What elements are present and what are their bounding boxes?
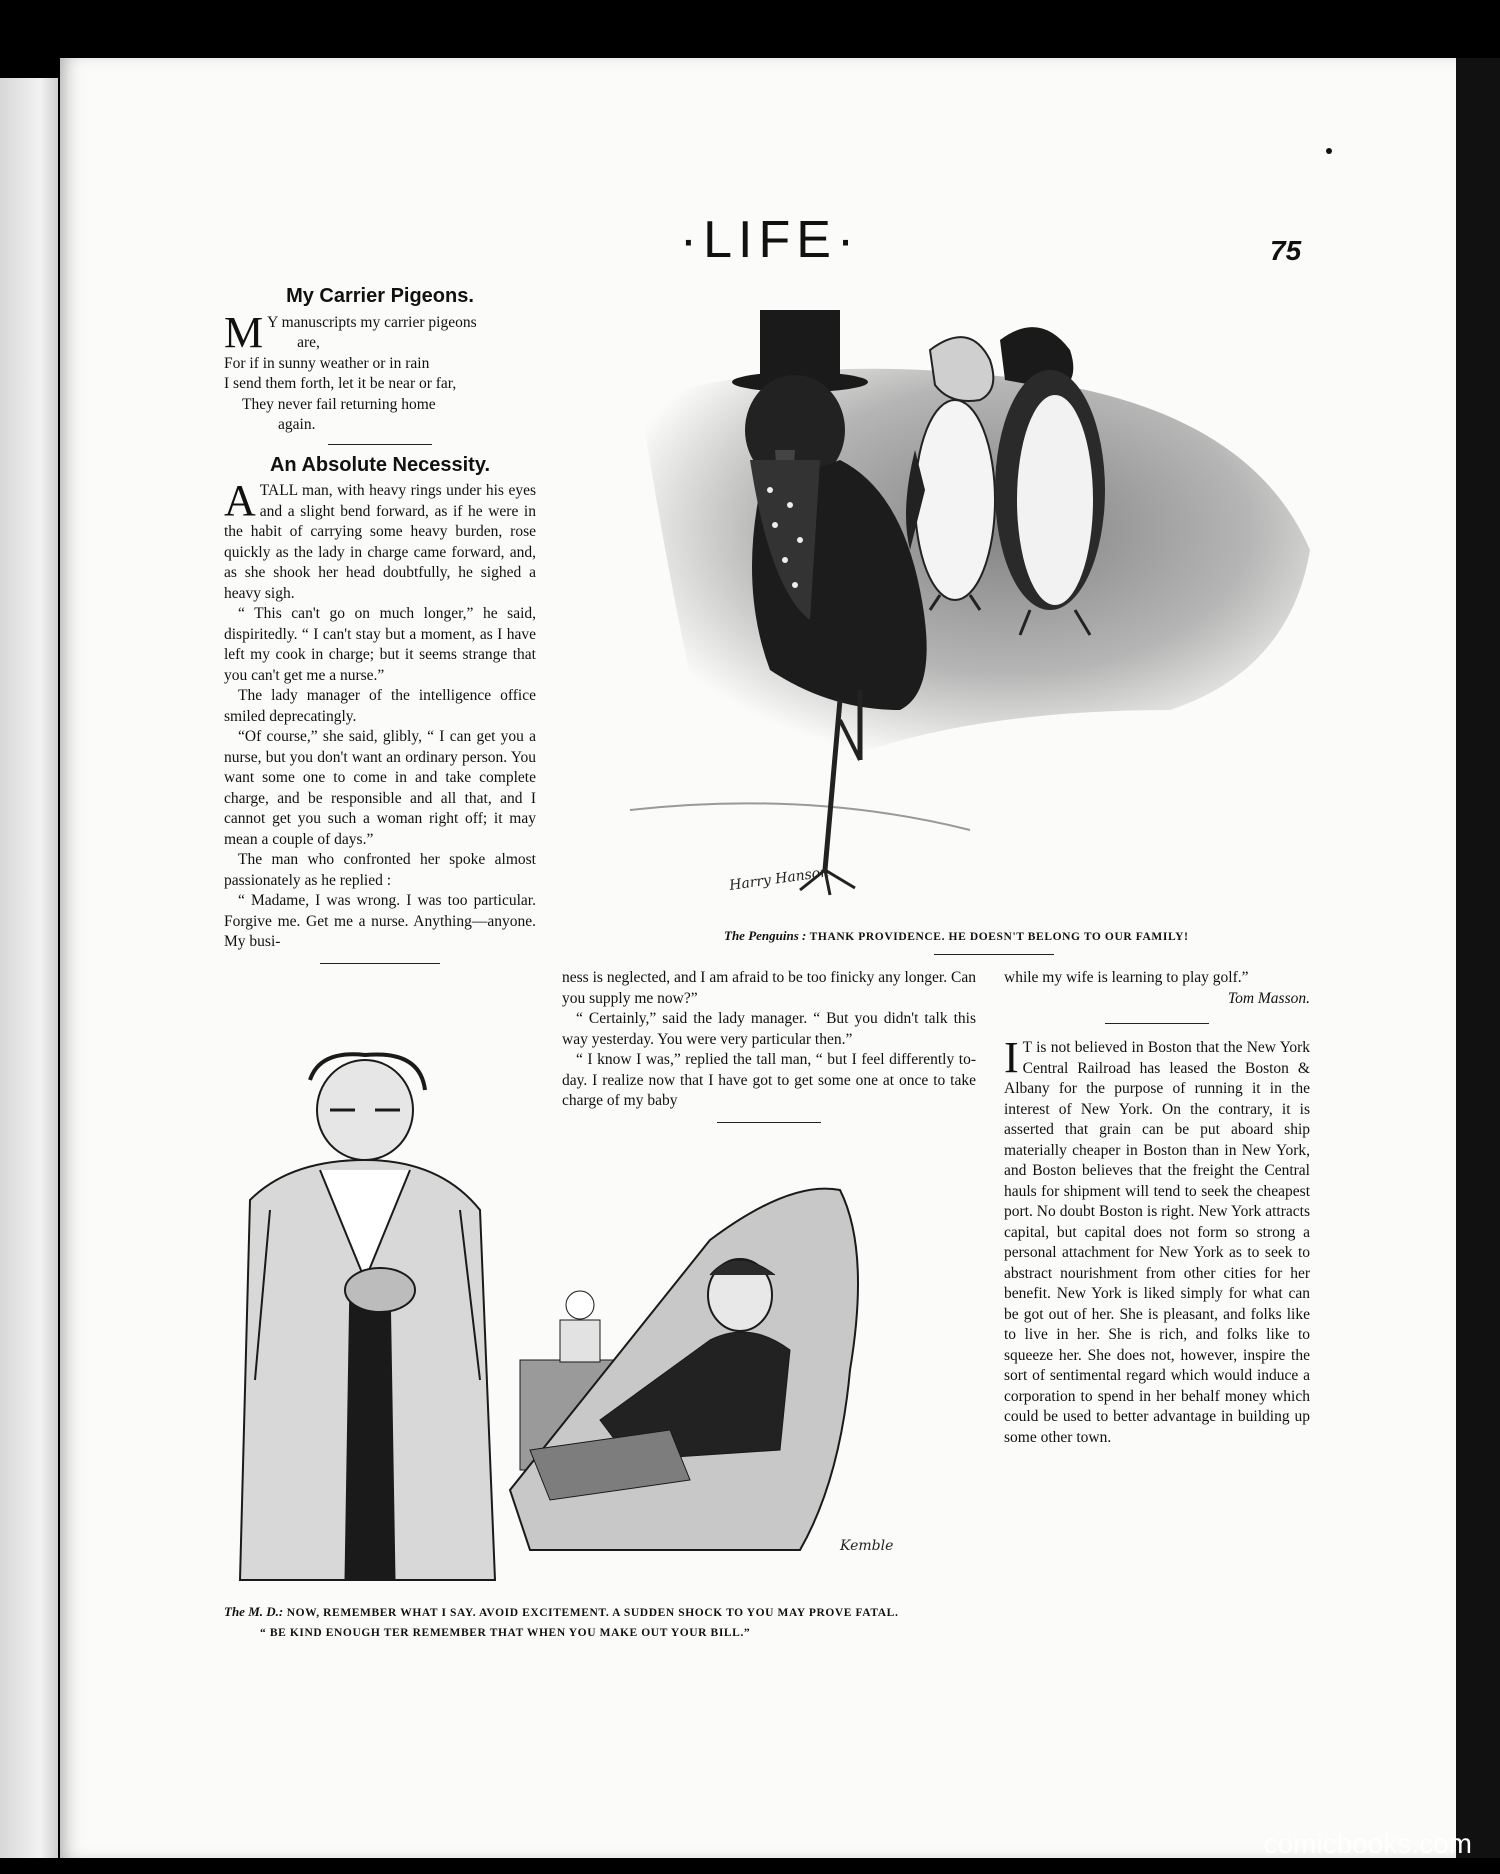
facing-page-edge [0, 78, 58, 1858]
caption-speaker: The M. D.: [224, 1604, 284, 1619]
penguins-caption [724, 928, 1244, 944]
article-paragraph: “ This can't go on much longer,” he said, dispiritedly. “ I can't stay but a moment, as I have left my cook in charge; but it seems strange that you can't get me a nurse.” [224, 605, 536, 684]
caption-speaker: The Penguins : [724, 928, 807, 943]
doctor-illustration [150, 1050, 980, 1590]
penguins-illustration [610, 290, 1330, 910]
poem-line: again. [278, 416, 316, 433]
doctor-caption [224, 1602, 994, 1643]
article-title: An Absolute Necessity. [269, 453, 491, 476]
divider-rule [934, 954, 1054, 955]
top-hat-icon [760, 310, 840, 380]
divider-rule [1105, 1023, 1209, 1024]
caption-reply: “ BE KIND ENOUGH TER REMEMBER THAT WHEN YOU MAKE OUT YOUR BILL.” [260, 1627, 751, 1639]
column-1 [224, 286, 536, 972]
article-paragraph: while my wife is learning to play golf.” [1004, 969, 1249, 986]
article-paragraph: ness is neglected, and I am afraid to be too finicky any longer. Can you supply me now?” [562, 969, 976, 1007]
artist-signature: Kemble [840, 1538, 894, 1554]
poem-line: For if in sunny weather or in rain [224, 354, 430, 372]
poem-line: They never fail returning home [242, 395, 436, 413]
poem-dropcap: M [224, 307, 264, 357]
article-paragraph: “ I know I was,” replied the tall man, “ but I feel differently to-day. I realize now that I have got to get some one at once to take charge of my baby [562, 1051, 976, 1109]
boston-dropcap: I [1004, 1033, 1019, 1082]
article-paragraph [224, 476, 536, 604]
boston-paragraph-text: T is not believed in Boston that the New York Central Railroad has leased the Boston & Albany for the purpose of running it in the interest of New York. On the contrary, it is asserted that grain can be put aboard ship materially cheaper in Boston than in New York, and Boston believes that the freight the Central hauls for shipment will tend to seek the cheapest port. No doubt Boston is right. New York attracts capital, but capital does not form so strong a personal attachment for New York as to seek to abstract nourishment from other cities for her benefit. New York is liked simply for what can be got out of her. She is pleasant, and folks like to live in her. She is rich, and folks like to squeeze her. She does not, however, inspire the sort of sentimental regard which would induce a corporation to spend in her behalf money which could be used to better advantage in building up some other town. [1004, 1039, 1310, 1446]
article-paragraph: “ Certainly,” said the lady manager. “ But you didn't talk this way yesterday. You were very particular then.” [562, 1010, 976, 1048]
article-paragraph: “ Madame, I was wrong. I was too particular. Forgive me. Get me a nurse. Anything—anyone. My busi- [224, 892, 536, 950]
boston-paragraph [1004, 1033, 1310, 1448]
doctor-figure [240, 1054, 495, 1580]
poem-line: Y manuscripts my carrier pigeons [267, 313, 477, 331]
poem-title: My Carrier Pigeons. [286, 285, 474, 307]
article-paragraph: The lady manager of the intelligence office smiled deprecatingly. [224, 687, 536, 725]
article-paragraph: “Of course,” she said, glibly, “ I can get you a nurse, but you don't want an ordinary person. You want some one to come in and take complete charge, and be responsible and all that, and I cannot get you such a woman right off; it may mean a couple of days.” [224, 728, 536, 848]
column-3 [1004, 968, 1310, 1448]
ink-speck [1326, 148, 1332, 154]
article-paragraph: The man who confronted her spoke almost passionately as he replied : [224, 851, 536, 889]
binding-shadow [1456, 58, 1500, 1858]
poem-line: I send them forth, let it be near or far, [224, 375, 457, 392]
masthead: ·LIFE· [679, 211, 861, 269]
bonnet [930, 337, 993, 401]
page-number: 75 [1270, 235, 1302, 266]
watermark: comicbooks.com [1263, 1828, 1472, 1859]
article-dropcap: A [224, 476, 256, 525]
article-paragraph-text: TALL man, with heavy rings under his eyes and a slight bend forward, as if he were in the habit of carrying some heavy burden, rose quickly as the lady in charge came forward, and, as she shook her head doubtfully, he sighed a heavy sigh. [224, 482, 536, 602]
ground-line [630, 803, 970, 830]
artist-signature: Harry Hanson [728, 864, 831, 894]
poem-line: are, [297, 334, 320, 351]
divider-rule [328, 444, 432, 445]
clasped-hands [345, 1268, 415, 1312]
article-signature: Tom Masson. [1227, 989, 1310, 1007]
poem-body [224, 307, 536, 436]
divider-rule [320, 963, 440, 964]
caption-text: NOW, REMEMBER WHAT I SAY. AVOID EXCITEMENT. A SUDDEN SHOCK TO YOU MAY PROVE FATAL. [286, 1607, 899, 1619]
caption-text: THANK PROVIDENCE. HE DOESN'T BELONG TO OUR FAMILY! [809, 931, 1189, 943]
